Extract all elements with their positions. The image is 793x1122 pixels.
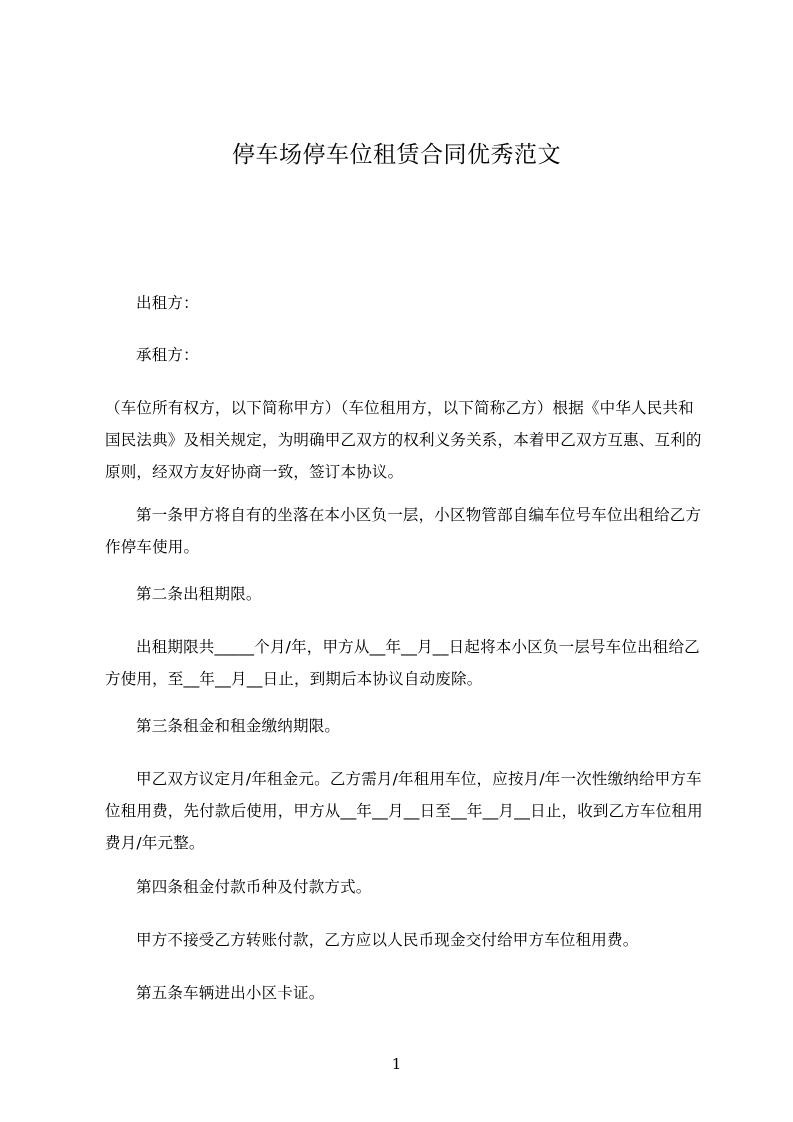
page-number: 1 (391, 1055, 402, 1073)
paragraph-article-1: 第一条甲方将自有的坐落在本小区负一层，小区物管部自编车位号车位出租给乙方作停车使用。 (105, 506, 702, 556)
paragraph-lessee: 承租方： (136, 346, 199, 364)
document-title: 停车场停车位租赁合同优秀范文 (232, 142, 561, 168)
paragraph-article-3-heading: 第三条租金和租金缴纳期限。 (136, 717, 341, 735)
paragraph-article-4-body: 甲方不接受乙方转账付款，乙方应以人民币现金交付给甲方车位租用费。 (136, 931, 639, 949)
paragraph-article-4-heading: 第四条租金付款币种及付款方式。 (136, 878, 372, 896)
paragraph-article-2-heading: 第二条出租期限。 (136, 585, 262, 603)
paragraph-lessor: 出租方： (136, 294, 199, 312)
paragraph-article-2-body: 出租期限共_____个月/年，甲方从__年__月__日起将本小区负一层号车位出租给乙方使用，至__年__月__日止，到期后本协议自动废除。 (105, 638, 700, 688)
paragraph-article-5-heading: 第五条车辆进出小区卡证。 (136, 984, 325, 1002)
paragraph-preamble: （车位所有权方，以下简称甲方）（车位租用方，以下简称乙方）根据《中华人民共和国民法典》及相关规定，为明确甲乙双方的权利义务关系，本着甲乙双方互惠、互利的原则，经双方友好协商一致，签订本协议。 (105, 399, 702, 481)
paragraph-article-3-body: 甲乙双方议定月/年租金元。乙方需月/年租用车位，应按月/年一次性缴纳给甲方车位租用费，先付款后使用，甲方从__年__月__日至__年__月__日止，收到乙方车位租用费月/年元整。 (105, 770, 703, 852)
